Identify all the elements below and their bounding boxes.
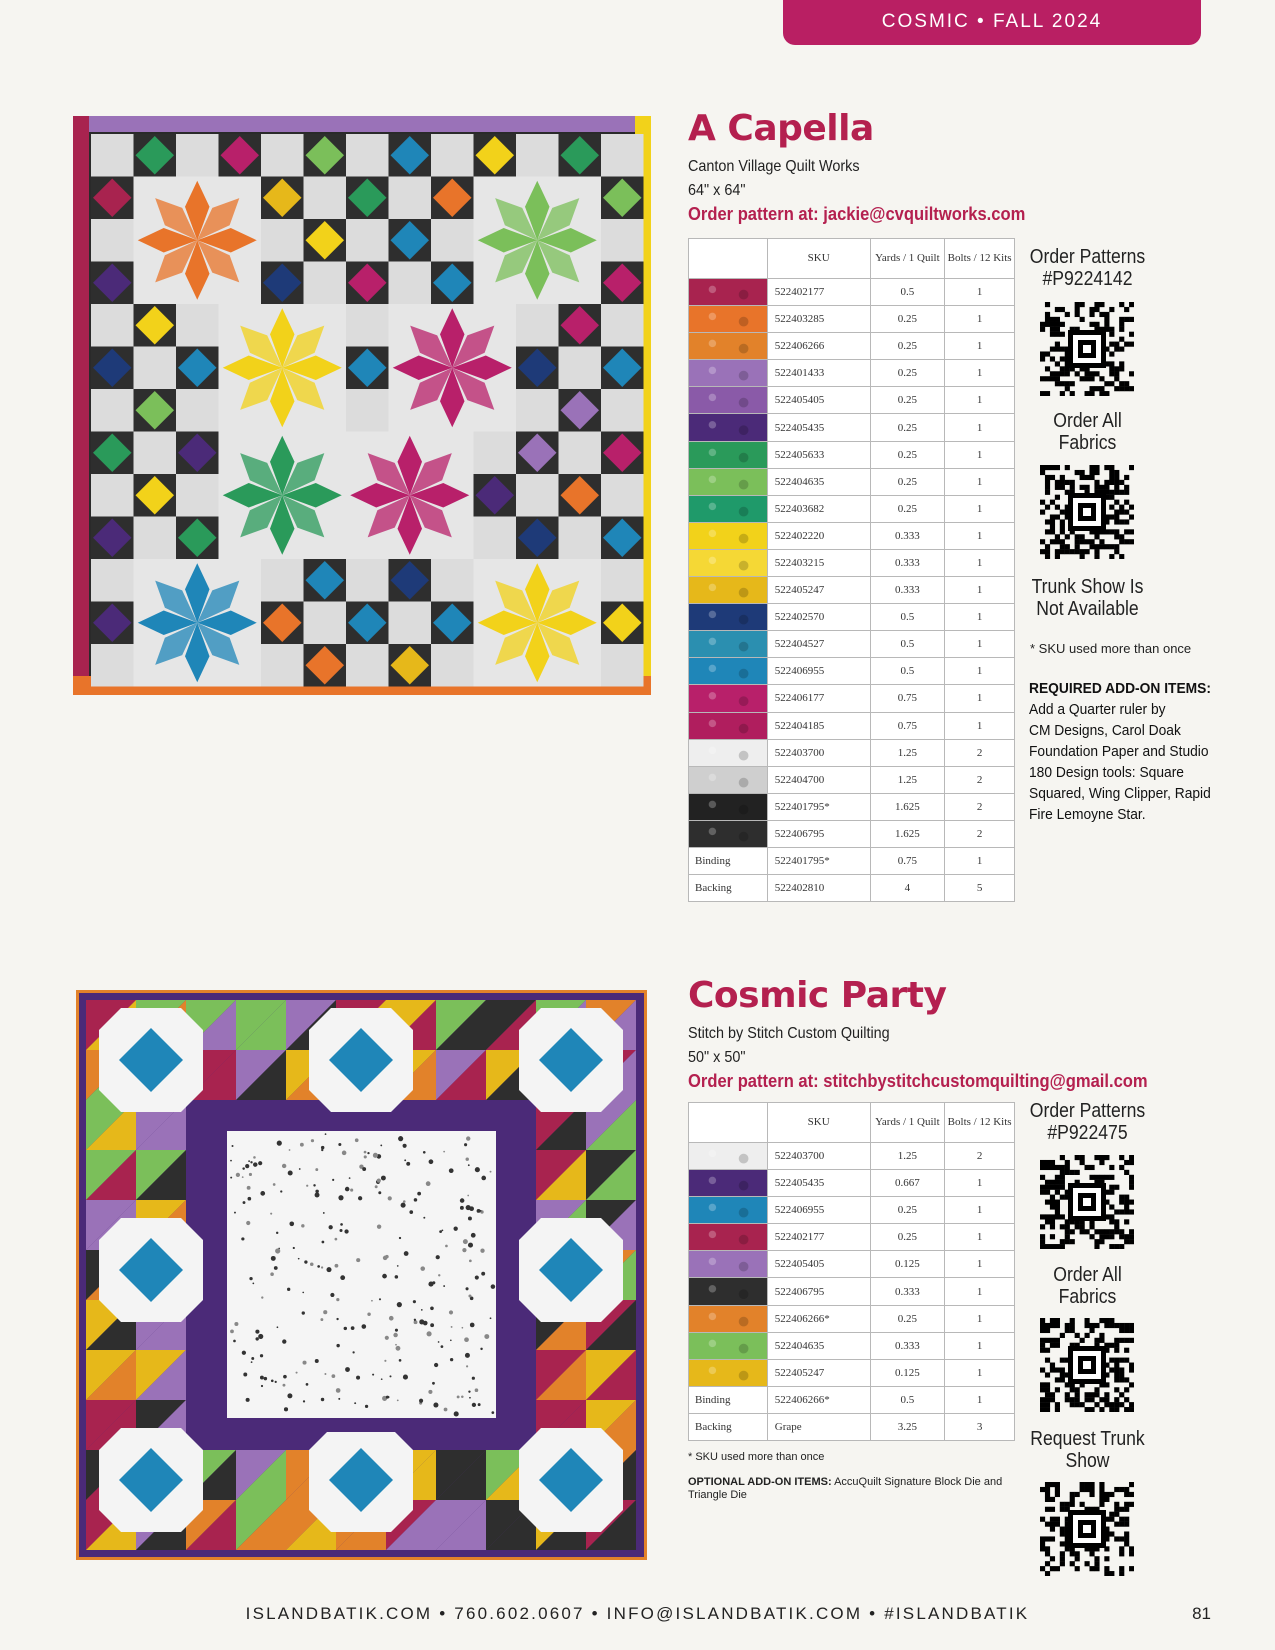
table-row bbox=[689, 712, 1015, 739]
cosmic-trunk-show-qr[interactable] bbox=[1040, 1482, 1134, 1581]
bolts-cell: 1 bbox=[945, 522, 1015, 549]
sku-cell: 522405633 bbox=[767, 441, 870, 468]
yards-cell: 0.75 bbox=[870, 712, 945, 739]
row-label: Binding bbox=[689, 847, 768, 874]
sku-cell: 522405435 bbox=[767, 1170, 870, 1197]
sku-cell: 522405435 bbox=[767, 414, 870, 441]
row-label: Binding bbox=[689, 1386, 768, 1413]
yards-cell: 0.25 bbox=[870, 1305, 945, 1332]
bolts-cell: 1 bbox=[945, 441, 1015, 468]
acapella-sku-note: * SKU used more than once bbox=[1030, 641, 1192, 656]
swatch-color bbox=[689, 550, 767, 576]
acapella-size: 64" x 64" bbox=[688, 182, 746, 199]
yards-cell: 1.25 bbox=[870, 739, 945, 766]
swatch-color bbox=[689, 767, 767, 793]
swatch-color bbox=[689, 387, 767, 413]
swatch-color bbox=[689, 1224, 767, 1250]
sku-cell: 522406266* bbox=[767, 1305, 870, 1332]
table-row bbox=[689, 279, 1015, 306]
bolts-cell: 5 bbox=[945, 875, 1015, 902]
yards-cell: 1.625 bbox=[870, 820, 945, 847]
fabric-swatch bbox=[689, 739, 768, 766]
swatch-color bbox=[689, 496, 767, 522]
cosmic-designer: Stitch by Stitch Custom Quilting bbox=[688, 1025, 890, 1042]
yards-cell: 0.5 bbox=[870, 279, 945, 306]
fabric-swatch bbox=[689, 1305, 768, 1332]
cosmic-party-quilt-image bbox=[76, 990, 647, 1560]
table-header-yards: Yards / 1 Quilt bbox=[870, 1103, 945, 1143]
bolts-cell: 2 bbox=[945, 766, 1015, 793]
bolts-cell: 1 bbox=[945, 1170, 1015, 1197]
sku-cell: 522405405 bbox=[767, 1251, 870, 1278]
bolts-cell: 1 bbox=[945, 1224, 1015, 1251]
table-row bbox=[689, 1359, 1015, 1386]
fabric-swatch bbox=[689, 414, 768, 441]
sku-cell: 522403285 bbox=[767, 306, 870, 333]
fabric-swatch bbox=[689, 631, 768, 658]
yards-cell: 1.625 bbox=[870, 793, 945, 820]
sku-cell: 522401795* bbox=[767, 847, 870, 874]
footer-contact: ISLANDBATIK.COM • 760.602.0607 • INFO@ISLANDBATIK.COM • #ISLANDBATIK bbox=[245, 1604, 1030, 1623]
swatch-color bbox=[689, 1143, 767, 1169]
yards-cell: 0.333 bbox=[870, 1332, 945, 1359]
table-row bbox=[689, 522, 1015, 549]
acapella-order-pattern-qr[interactable] bbox=[1040, 302, 1134, 401]
table-row bbox=[689, 1413, 1015, 1440]
table-row bbox=[689, 739, 1015, 766]
bolts-cell: 2 bbox=[945, 1143, 1015, 1170]
fabric-swatch bbox=[689, 549, 768, 576]
swatch-color bbox=[689, 279, 767, 305]
table-row bbox=[689, 658, 1015, 685]
cosmic-order-pattern-qr[interactable] bbox=[1040, 1155, 1134, 1254]
sku-cell: 522402570 bbox=[767, 604, 870, 631]
required-addon-line: Squared, Wing Clipper, Rapid bbox=[1029, 785, 1211, 802]
table-row bbox=[689, 1143, 1015, 1170]
required-addon-line: Add a Quarter ruler by bbox=[1029, 701, 1166, 718]
acapella-required-addons: REQUIRED ADD-ON ITEMS: Add a Quarter ruler by CM Designs, Carol Doak Foundation Paper and Studio 180 Design tools: Square Squared, Wing Clipper, Rapid Fire Lemoyne Star. bbox=[1029, 678, 1227, 825]
cosmic-optional-addons: OPTIONAL ADD-ON ITEMS: AccuQuilt Signature Block Die and Triangle Die bbox=[688, 1476, 1003, 1501]
bolts-cell: 1 bbox=[945, 549, 1015, 576]
cosmic-party-quilt-graphic bbox=[76, 990, 647, 1560]
sku-cell: 522406955 bbox=[767, 658, 870, 685]
yards-cell: 0.667 bbox=[870, 1170, 945, 1197]
swatch-color bbox=[689, 1170, 767, 1196]
fabric-swatch bbox=[689, 577, 768, 604]
sku-cell: 522402177 bbox=[767, 279, 870, 306]
fabric-swatch bbox=[689, 685, 768, 712]
yards-cell: 0.25 bbox=[870, 1224, 945, 1251]
acapella-title: A Capella bbox=[688, 108, 874, 149]
table-header-yards: Yards / 1 Quilt bbox=[870, 239, 945, 279]
table-row bbox=[689, 793, 1015, 820]
bolts-cell: 2 bbox=[945, 820, 1015, 847]
swatch-color bbox=[689, 523, 767, 549]
table-row bbox=[689, 1386, 1015, 1413]
bolts-cell: 1 bbox=[945, 306, 1015, 333]
yards-cell: 0.25 bbox=[870, 441, 945, 468]
fabric-swatch bbox=[689, 522, 768, 549]
sku-cell: 522404700 bbox=[767, 766, 870, 793]
bolts-cell: 1 bbox=[945, 1251, 1015, 1278]
table-row bbox=[689, 577, 1015, 604]
fabric-swatch bbox=[689, 1251, 768, 1278]
yards-cell: 1.25 bbox=[870, 1143, 945, 1170]
table-row bbox=[689, 604, 1015, 631]
acapella-order-patterns-label: Order Patterns #P9224142 bbox=[1029, 246, 1146, 290]
sku-cell: Grape bbox=[767, 1413, 870, 1440]
yards-cell: 3.25 bbox=[870, 1413, 945, 1440]
sku-cell: 522406177 bbox=[767, 685, 870, 712]
table-row bbox=[689, 766, 1015, 793]
sku-cell: 522403682 bbox=[767, 495, 870, 522]
swatch-color bbox=[689, 740, 767, 766]
bolts-cell: 1 bbox=[945, 387, 1015, 414]
required-addon-line: Fire Lemoyne Star. bbox=[1029, 806, 1146, 823]
yards-cell: 0.125 bbox=[870, 1251, 945, 1278]
sku-cell: 522405247 bbox=[767, 1359, 870, 1386]
bolts-cell: 1 bbox=[945, 577, 1015, 604]
bolts-cell: 1 bbox=[945, 468, 1015, 495]
yards-cell: 1.25 bbox=[870, 766, 945, 793]
bolts-cell: 1 bbox=[945, 1332, 1015, 1359]
section-header-tab: COSMIC • FALL 2024 bbox=[783, 0, 1201, 45]
table-row bbox=[689, 441, 1015, 468]
cosmic-order-fabrics-qr[interactable] bbox=[1040, 1318, 1134, 1417]
bolts-cell: 1 bbox=[945, 847, 1015, 874]
acapella-trunk-show-label: Trunk Show Is Not Available bbox=[1031, 576, 1144, 620]
fabric-swatch bbox=[689, 1359, 768, 1386]
fabric-swatch bbox=[689, 360, 768, 387]
swatch-color bbox=[689, 1278, 767, 1304]
table-row bbox=[689, 847, 1015, 874]
yards-cell: 0.333 bbox=[870, 522, 945, 549]
sku-cell: 522401433 bbox=[767, 360, 870, 387]
table-header-swatch bbox=[689, 239, 768, 279]
fabric-swatch bbox=[689, 1224, 768, 1251]
fabric-swatch bbox=[689, 1170, 768, 1197]
required-addon-line: CM Designs, Carol Doak bbox=[1029, 722, 1181, 739]
cosmic-sku-note: * SKU used more than once bbox=[688, 1451, 825, 1463]
fabric-swatch bbox=[689, 387, 768, 414]
fabric-swatch bbox=[689, 441, 768, 468]
swatch-color bbox=[689, 685, 767, 711]
table-header-bolts: Bolts / 12 Kits bbox=[945, 239, 1015, 279]
acapella-fabric-table bbox=[688, 238, 1015, 902]
swatch-color bbox=[689, 821, 767, 847]
fabric-swatch bbox=[689, 1143, 768, 1170]
yards-cell: 0.75 bbox=[870, 685, 945, 712]
sku-cell: 522406795 bbox=[767, 820, 870, 847]
table-row bbox=[689, 631, 1015, 658]
swatch-color bbox=[689, 1333, 767, 1359]
yards-cell: 0.25 bbox=[870, 414, 945, 441]
yards-cell: 0.25 bbox=[870, 306, 945, 333]
bolts-cell: 1 bbox=[945, 1197, 1015, 1224]
yards-cell: 0.25 bbox=[870, 387, 945, 414]
sku-cell: 522404527 bbox=[767, 631, 870, 658]
fabric-swatch bbox=[689, 766, 768, 793]
sku-cell: 522404635 bbox=[767, 1332, 870, 1359]
swatch-color bbox=[689, 794, 767, 820]
sku-cell: 522402177 bbox=[767, 1224, 870, 1251]
swatch-color bbox=[689, 360, 767, 386]
table-row bbox=[689, 360, 1015, 387]
table-header-bolts: Bolts / 12 Kits bbox=[945, 1103, 1015, 1143]
fabric-swatch bbox=[689, 468, 768, 495]
yards-cell: 0.5 bbox=[870, 1386, 945, 1413]
sku-cell: 522406795 bbox=[767, 1278, 870, 1305]
cosmic-size: 50" x 50" bbox=[688, 1049, 746, 1066]
table-row bbox=[689, 1251, 1015, 1278]
fabric-swatch bbox=[689, 820, 768, 847]
fabric-swatch bbox=[689, 1332, 768, 1359]
sku-cell: 522401795* bbox=[767, 793, 870, 820]
fabric-swatch bbox=[689, 712, 768, 739]
cosmic-fabric-table bbox=[688, 1102, 1015, 1441]
bolts-cell: 2 bbox=[945, 793, 1015, 820]
yards-cell: 0.5 bbox=[870, 604, 945, 631]
cosmic-order-patterns-label: Order Patterns #P922475 bbox=[1029, 1100, 1146, 1144]
bolts-cell: 1 bbox=[945, 414, 1015, 441]
yards-cell: 0.5 bbox=[870, 658, 945, 685]
table-row bbox=[689, 468, 1015, 495]
acapella-order-fabrics-qr[interactable] bbox=[1040, 465, 1134, 564]
swatch-color bbox=[689, 469, 767, 495]
acapella-quilt-image bbox=[73, 116, 651, 695]
swatch-color bbox=[689, 333, 767, 359]
bolts-cell: 2 bbox=[945, 739, 1015, 766]
acapella-quilt-graphic bbox=[73, 116, 651, 695]
swatch-color bbox=[689, 1306, 767, 1332]
yards-cell: 0.25 bbox=[870, 495, 945, 522]
bolts-cell: 1 bbox=[945, 1278, 1015, 1305]
sku-cell: 522404185 bbox=[767, 712, 870, 739]
table-row bbox=[689, 1224, 1015, 1251]
bolts-cell: 1 bbox=[945, 279, 1015, 306]
bolts-cell: 1 bbox=[945, 685, 1015, 712]
table-row bbox=[689, 1170, 1015, 1197]
bolts-cell: 1 bbox=[945, 1386, 1015, 1413]
table-row bbox=[689, 549, 1015, 576]
yards-cell: 0.25 bbox=[870, 1197, 945, 1224]
bolts-cell: 1 bbox=[945, 658, 1015, 685]
page-number: 81 bbox=[1192, 1604, 1211, 1623]
swatch-color bbox=[689, 442, 767, 468]
cosmic-title: Cosmic Party bbox=[688, 975, 947, 1016]
table-header-sku: SKU bbox=[767, 1103, 870, 1143]
yards-cell: 0.333 bbox=[870, 549, 945, 576]
table-row bbox=[689, 685, 1015, 712]
sku-cell: 522405405 bbox=[767, 387, 870, 414]
row-label: Backing bbox=[689, 1413, 768, 1440]
yards-cell: 0.5 bbox=[870, 631, 945, 658]
bolts-cell: 1 bbox=[945, 1359, 1015, 1386]
table-row bbox=[689, 414, 1015, 441]
swatch-color bbox=[689, 631, 767, 657]
fabric-swatch bbox=[689, 1197, 768, 1224]
table-row bbox=[689, 495, 1015, 522]
acapella-designer: Canton Village Quilt Works bbox=[688, 158, 860, 175]
acapella-order-fabrics-label: Order All Fabrics bbox=[1053, 410, 1122, 454]
swatch-color bbox=[689, 306, 767, 332]
bolts-cell: 1 bbox=[945, 360, 1015, 387]
table-row bbox=[689, 1305, 1015, 1332]
sku-cell: 522403700 bbox=[767, 739, 870, 766]
yards-cell: 0.333 bbox=[870, 1278, 945, 1305]
sku-cell: 522403700 bbox=[767, 1143, 870, 1170]
bolts-cell: 1 bbox=[945, 1305, 1015, 1332]
bolts-cell: 1 bbox=[945, 631, 1015, 658]
fabric-swatch bbox=[689, 793, 768, 820]
swatch-color bbox=[689, 1360, 767, 1386]
table-row bbox=[689, 820, 1015, 847]
cosmic-order-fabrics-label: Order All Fabrics bbox=[1053, 1264, 1122, 1308]
sku-cell: 522402810 bbox=[767, 875, 870, 902]
fabric-swatch bbox=[689, 1278, 768, 1305]
bolts-cell: 1 bbox=[945, 495, 1015, 522]
yards-cell: 0.333 bbox=[870, 577, 945, 604]
sku-cell: 522404635 bbox=[767, 468, 870, 495]
required-addon-line: 180 Design tools: Square bbox=[1029, 764, 1184, 781]
swatch-color bbox=[689, 604, 767, 630]
yards-cell: 0.75 bbox=[870, 847, 945, 874]
fabric-swatch bbox=[689, 658, 768, 685]
swatch-color bbox=[689, 577, 767, 603]
table-header-swatch bbox=[689, 1103, 768, 1143]
yards-cell: 0.25 bbox=[870, 333, 945, 360]
table-row bbox=[689, 875, 1015, 902]
yards-cell: 0.125 bbox=[870, 1359, 945, 1386]
required-addon-line: Foundation Paper and Studio bbox=[1029, 743, 1209, 760]
fabric-swatch bbox=[689, 306, 768, 333]
fabric-swatch bbox=[689, 333, 768, 360]
bolts-cell: 3 bbox=[945, 1413, 1015, 1440]
table-header-sku: SKU bbox=[767, 239, 870, 279]
table-row bbox=[689, 1278, 1015, 1305]
sku-cell: 522406266* bbox=[767, 1386, 870, 1413]
sku-cell: 522406955 bbox=[767, 1197, 870, 1224]
bolts-cell: 1 bbox=[945, 712, 1015, 739]
swatch-color bbox=[689, 1197, 767, 1223]
bolts-cell: 1 bbox=[945, 604, 1015, 631]
fabric-swatch bbox=[689, 279, 768, 306]
yards-cell: 0.25 bbox=[870, 360, 945, 387]
acapella-order-link[interactable]: Order pattern at: jackie@cvquiltworks.com bbox=[688, 204, 1026, 224]
fabric-swatch bbox=[689, 604, 768, 631]
cosmic-order-link[interactable]: Order pattern at: stitchbystitchcustomquilting@gmail.com bbox=[688, 1071, 1148, 1091]
fabric-swatch bbox=[689, 495, 768, 522]
sku-cell: 522406266 bbox=[767, 333, 870, 360]
sku-cell: 522405247 bbox=[767, 577, 870, 604]
sku-cell: 522403215 bbox=[767, 549, 870, 576]
table-row bbox=[689, 1197, 1015, 1224]
row-label: Backing bbox=[689, 875, 768, 902]
yards-cell: 0.25 bbox=[870, 468, 945, 495]
bolts-cell: 1 bbox=[945, 333, 1015, 360]
swatch-color bbox=[689, 713, 767, 739]
cosmic-trunk-show-label: Request Trunk Show bbox=[1030, 1428, 1145, 1472]
table-row bbox=[689, 333, 1015, 360]
swatch-color bbox=[689, 1251, 767, 1277]
table-row bbox=[689, 387, 1015, 414]
swatch-color bbox=[689, 658, 767, 684]
yards-cell: 4 bbox=[870, 875, 945, 902]
table-row bbox=[689, 306, 1015, 333]
sku-cell: 522402220 bbox=[767, 522, 870, 549]
swatch-color bbox=[689, 414, 767, 440]
table-row bbox=[689, 1332, 1015, 1359]
